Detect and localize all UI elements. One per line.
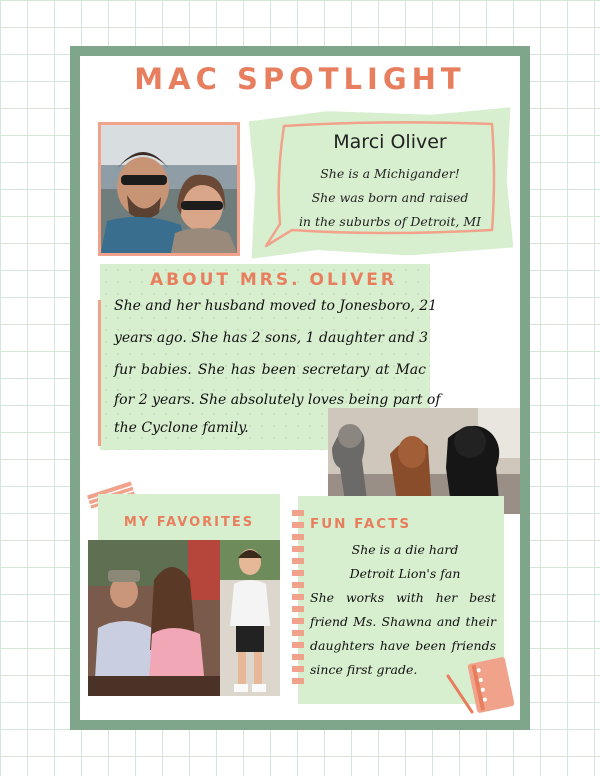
fun-fact-line: since first grade. <box>310 662 418 677</box>
favorites-heading: MY FAVORITES <box>123 515 255 530</box>
favorites-photo-family <box>88 540 220 696</box>
spiral-binding-icon <box>292 510 304 692</box>
fun-fact-line: She works with her best <box>310 590 496 605</box>
page-title: MAC SPOTLIGHT <box>134 62 466 96</box>
about-line: She and her husband moved to Jonesboro, 21 <box>114 298 438 314</box>
profile-name: Marci Oliver <box>333 131 447 153</box>
profile-line: She is a Michigander! <box>320 166 460 181</box>
profile-line: She was born and raised <box>311 190 469 205</box>
fun-fact-line: friend Ms. Shawna and their <box>310 614 496 629</box>
notebook-pencil-icon <box>446 654 518 716</box>
about-line: years ago. She has 2 sons, 1 daughter and 3 <box>114 330 429 346</box>
profile-line: in the suburbs of Detroit, MI <box>298 214 482 229</box>
fun-fact-line: Detroit Lion's fan <box>349 566 461 581</box>
about-heading: ABOUT MRS. OLIVER <box>150 270 397 290</box>
fun-facts-heading: FUN FACTS <box>310 516 412 532</box>
about-line: for 2 years. She absolutely loves being part of <box>114 392 441 408</box>
fun-fact-line: She is a die hard <box>351 542 459 557</box>
about-line: fur babies. She has been secretary at Mac <box>114 362 426 378</box>
fun-fact-line: daughters have been friends <box>310 638 496 653</box>
favorites-photo-boy <box>220 540 280 696</box>
about-accent-line <box>98 300 101 446</box>
about-line: the Cyclone family. <box>114 420 249 436</box>
couple-photo <box>98 122 240 256</box>
